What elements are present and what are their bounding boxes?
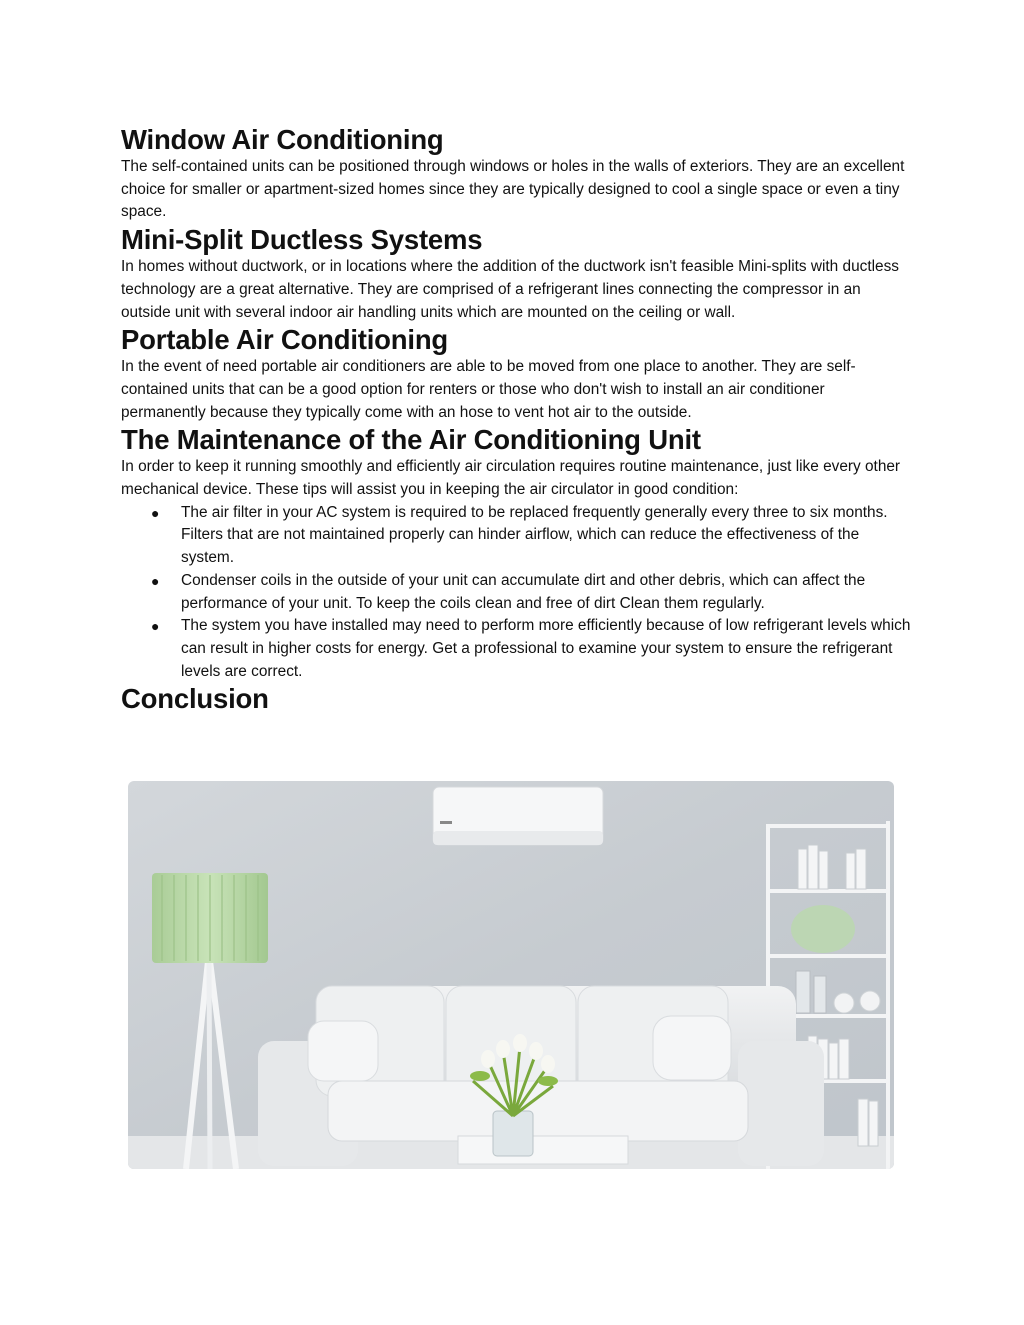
bullet-icon: ● — [151, 504, 160, 521]
list-item — [121, 615, 911, 683]
list-item — [121, 502, 911, 570]
heading-portable-ac: Portable Air Conditioning — [121, 324, 449, 356]
heading-conclusion: Conclusion — [121, 683, 269, 715]
green-vase — [791, 905, 855, 953]
paragraph-maintenance: In order to keep it running smoothly and efficiently air circulation requires routine maintenance, just like every other mechanical device. These tips will assist you in keeping the air circulator in good condition: — [121, 458, 901, 499]
living-room-photo — [128, 781, 894, 1169]
list-item-text: Condenser coils in the outside of your unit can accumulate dirt and other debris, which can affect the performance of your unit. To keep the coils clean and free of dirt Clean them regularly. — [181, 571, 866, 612]
bullet-icon: ● — [151, 618, 160, 635]
air-conditioner-unit — [433, 787, 603, 845]
bullet-icon: ● — [151, 572, 160, 589]
list-item — [121, 570, 911, 615]
paragraph-mini-split: In homes without ductwork, or in locations where the addition of the ductwork isn't feasible Mini-splits with ductless technology are a great alternative. They are comprised of a refrigerant lines connecting the compressor in an outside unit with several indoor air handling units which are mounted on the ceiling or wall. — [121, 258, 899, 321]
paragraph-window-ac: The self-contained units can be positioned through windows or holes in the walls of exteriors. They are an excellent choice for smaller or apartment-sized homes since they are typically designed to cool a single space or even a tiny space. — [121, 158, 905, 221]
coffee-table — [458, 1136, 628, 1164]
list-item-text: The air filter in your AC system is required to be replaced frequently generally every three to six months. Filters that are not maintained properly can hinder airflow, which can reduce the effectiveness of the system. — [181, 503, 888, 567]
paragraph-portable-ac: In the event of need portable air conditioners are able to be moved from one place to another. They are self-contained units that can be a good option for renters or those who don't wish to install an air conditioner permanently because they typically come with an hose to vent hot air to the outside. — [121, 358, 856, 421]
list-item-text: The system you have installed may need to perform more efficiently because of low refrigerant levels which can result in higher costs for energy. Get a professional to examine your system to ensure the refrigerant levels are correct. — [181, 617, 911, 680]
heading-maintenance: The Maintenance of the Air Conditioning Unit — [121, 424, 701, 456]
heading-mini-split: Mini-Split Ductless Systems — [121, 224, 483, 256]
document-body — [121, 124, 911, 715]
heading-window-ac: Window Air Conditioning — [121, 124, 444, 155]
maintenance-tips-list — [121, 502, 911, 684]
